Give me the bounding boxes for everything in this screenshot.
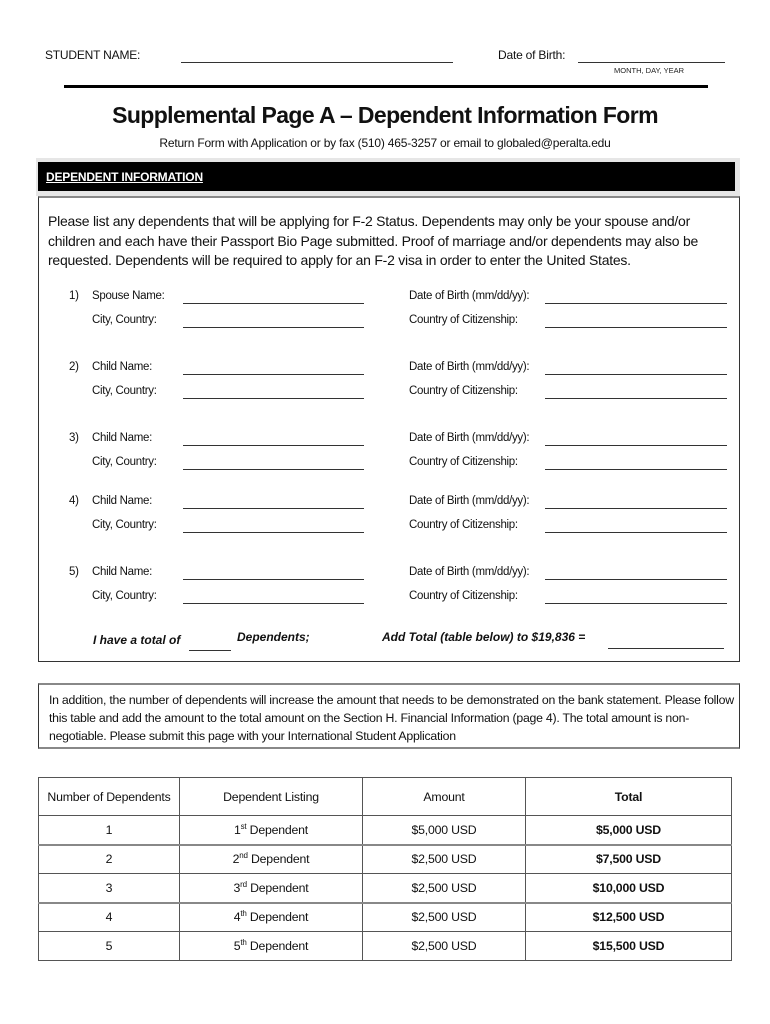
dependent-3-row-2 [0,456,770,474]
city-country-label: City, Country: [92,385,157,397]
cell-listing [180,816,363,845]
name-label: Child Name: [92,566,152,578]
name-field[interactable] [183,579,364,580]
dependents-suffix-label: Dependents; [237,630,310,644]
cell-listing [180,874,363,903]
name-field[interactable] [183,445,364,446]
ordinal-number: 4 [233,910,241,925]
header-listing: Dependent Listing [180,778,363,816]
student-dob-label: Date of Birth: [498,48,566,62]
citizenship-field[interactable] [545,603,727,604]
dependent-3-row-1 [0,432,770,450]
listing-text: Dependent [247,852,310,867]
citizenship-label: Country of Citizenship: [409,314,518,326]
name-label: Child Name: [92,495,152,507]
table-row [39,903,732,932]
cell-listing [180,845,363,874]
dob-label: Date of Birth (mm/dd/yy): [409,566,530,578]
dob-label: Date of Birth (mm/dd/yy): [409,432,530,444]
citizenship-field[interactable] [545,327,727,328]
dependent-number: 3) [69,432,79,444]
grand-total-field[interactable] [608,648,724,649]
name-label: Spouse Name: [92,290,165,302]
name-field[interactable] [183,508,364,509]
ordinal-suffix: th [240,909,247,919]
cell-number: 3 [39,874,180,903]
dependent-1-row-1 [0,290,770,308]
dependent-number: 5) [69,566,79,578]
citizenship-field[interactable] [545,398,727,399]
cell-number: 4 [39,903,180,932]
cell-listing [180,932,363,961]
cell-total: $10,000 USD [526,874,732,903]
city-country-field[interactable] [183,398,364,399]
city-country-field[interactable] [183,469,364,470]
dob-format-hint: MONTH, DAY, YEAR [614,66,685,75]
cell-total: $5,000 USD [526,816,732,845]
ordinal-number: 1 [233,822,241,837]
header-number: Number of Dependents [39,778,180,816]
citizenship-field[interactable] [545,532,727,533]
listing-text: Dependent [246,822,309,837]
dependent-amount-table [38,777,732,961]
dependent-5-row-1 [0,566,770,584]
citizenship-label: Country of Citizenship: [409,385,518,397]
name-label: Child Name: [92,361,152,373]
dob-field[interactable] [545,579,727,580]
name-field[interactable] [183,374,364,375]
page-title: Supplemental Page A – Dependent Information Form [112,102,658,128]
cell-amount: $2,500 USD [363,874,526,903]
table-row [39,816,732,845]
table-row [39,874,732,903]
dependent-number: 2) [69,361,79,373]
cell-amount: $5,000 USD [363,816,526,845]
ordinal-suffix: th [240,938,247,947]
ordinal-number: 3 [233,880,241,895]
section-title: DEPENDENT INFORMATION [46,170,203,184]
page-subtitle: Return Form with Application or by fax (510) 465-3257 or email to globaled@peralta.edu [159,136,611,150]
cell-listing [180,903,363,932]
table-row [39,932,732,961]
dob-label: Date of Birth (mm/dd/yy): [409,361,530,373]
cell-total: $7,500 USD [526,845,732,874]
ordinal-suffix: nd [239,851,248,861]
dob-field[interactable] [545,303,727,304]
dependent-1-row-2 [0,314,770,332]
total-dependents-field[interactable] [189,650,231,651]
cell-total: $15,500 USD [526,932,732,961]
cell-amount: $2,500 USD [363,903,526,932]
citizenship-field[interactable] [545,469,727,470]
dependent-4-row-1 [0,495,770,513]
student-dob-field[interactable] [578,62,725,63]
city-country-label: City, Country: [92,456,157,468]
dob-field[interactable] [545,445,727,446]
citizenship-label: Country of Citizenship: [409,590,518,602]
cell-number: 1 [39,816,180,845]
dob-field[interactable] [545,508,727,509]
city-country-field[interactable] [183,603,364,604]
citizenship-label: Country of Citizenship: [409,456,518,468]
total-dependents-label: I have a total of [93,633,181,647]
dob-field[interactable] [545,374,727,375]
city-country-label: City, Country: [92,314,157,326]
dependent-2-row-1 [0,361,770,379]
table-row [39,845,732,874]
dependent-instructions: Please list any dependents that will be applying for F-2 Status. Dependents may only be your spouse and/or children and each have their Passport Bio Page submitted. Proof of marriage and/or dependents may also be requested. Dependents will be required to apply for an F-2 visa in order to enter the United States. [48,213,699,268]
dependent-4-row-2 [0,519,770,537]
student-name-label: STUDENT NAME: [45,48,141,62]
citizenship-label: Country of Citizenship: [409,519,518,531]
student-name-field[interactable] [181,62,453,63]
header-divider [64,85,708,88]
cell-number: 2 [39,845,180,874]
name-field[interactable] [183,303,364,304]
city-country-label: City, Country: [92,519,157,531]
cell-number: 5 [39,932,180,961]
listing-text: Dependent [246,910,309,925]
ordinal-number: 2 [232,852,240,867]
city-country-field[interactable] [183,532,364,533]
city-country-label: City, Country: [92,590,157,602]
dob-label: Date of Birth (mm/dd/yy): [409,495,530,507]
dob-label: Date of Birth (mm/dd/yy): [409,290,530,302]
cell-amount: $2,500 USD [363,845,526,874]
ordinal-suffix: st [240,821,247,831]
header-total: Total [526,778,732,816]
ordinal-suffix: rd [240,879,247,889]
header-amount: Amount [363,778,526,816]
ordinal-number: 5 [233,939,241,953]
dependent-5-row-2 [0,590,770,608]
listing-text: Dependent [246,939,309,953]
city-country-field[interactable] [183,327,364,328]
notice-text: In addition, the number of dependents will increase the amount that needs to be demonstrated on the bank statement. Please follow this table and add the amount to the total amount on the Section H. Financial Information (page 4). The total amount is non-negotiable. Please submit this page with your International Student Application [49,693,734,743]
name-label: Child Name: [92,432,152,444]
add-total-label: Add Total (table below) to $19,836 = [382,630,586,644]
listing-text: Dependent [246,880,309,895]
dependent-2-row-2 [0,385,770,403]
dependent-number: 1) [69,290,79,302]
table-header-row [39,778,732,816]
cell-total: $12,500 USD [526,903,732,932]
dependent-number: 4) [69,495,79,507]
section-header [38,162,735,191]
cell-amount: $2,500 USD [363,932,526,961]
totals-row [0,630,770,650]
